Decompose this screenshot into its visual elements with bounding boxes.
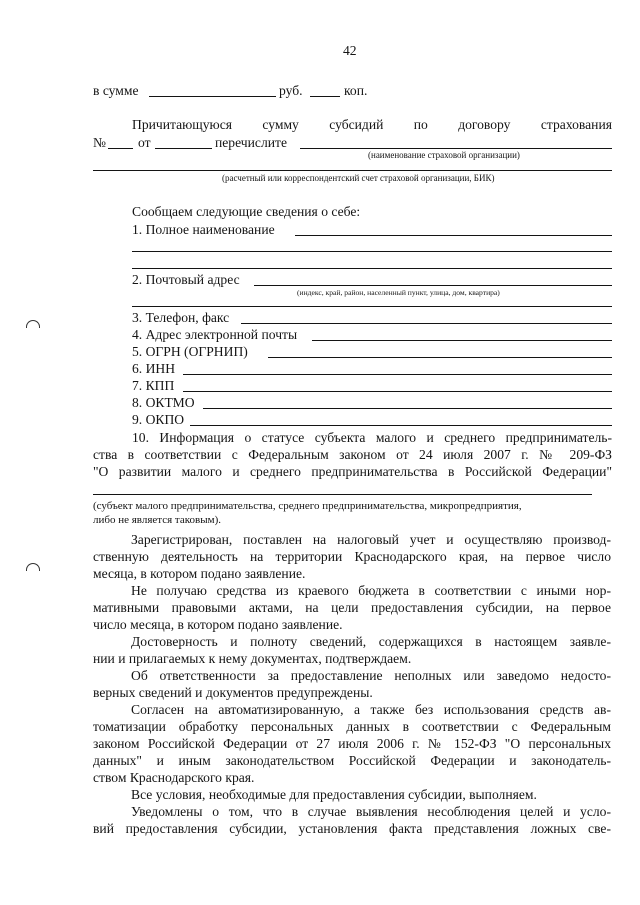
item10-line-1: 10. Информация о статусе субъекта малого и среднего предприниматель- (132, 430, 612, 445)
paragraph-line: мативными правовыми актами, на цели предоставления субсидии, на первое (93, 600, 611, 615)
kpp-label: 7. КПП (132, 378, 175, 393)
account-caption: (расчетный или корреспондентский счет страховой организации, БИК) (222, 173, 495, 183)
rub-label: руб. (279, 83, 303, 98)
postal-address-label: 2. Почтовый адрес (132, 272, 240, 287)
transfer-word: сумму (262, 117, 299, 132)
status-caption-1: (субъект малого предпринимательства, среднего предпринимательства, микропредприятия, (93, 500, 522, 512)
paragraph-no-funds (93, 582, 611, 633)
postal-address-field-2[interactable] (132, 306, 612, 307)
from-label: от (138, 135, 151, 150)
paragraph-line: Достоверность и полноту сведений, содержащихся в настоящем заявле- (131, 634, 611, 649)
phone-label: 3. Телефон, факс (132, 310, 230, 325)
insurer-name-field[interactable] (300, 148, 612, 149)
paragraph-line: Уведомлены о том, что в случае выявления несоблюдения целей и усло- (131, 804, 611, 819)
paragraph-consent (93, 701, 611, 786)
paragraph-line: Не получаю средства из краевого бюджета в соответствии с иными нор- (131, 583, 611, 598)
transfer-word: субсидий (329, 117, 384, 132)
amount-label: в сумме (93, 83, 139, 98)
paragraph-line: Согласен на автоматизированную, а также без использования средств ав- (131, 702, 611, 717)
okpo-field[interactable] (190, 425, 612, 426)
paragraph-registered (93, 531, 611, 582)
paragraph-line: ством Краснодарского края. (93, 770, 255, 785)
paragraph-line: Зарегистрирован, поставлен на налоговый учет и осуществляю производ- (131, 532, 611, 547)
paragraph-line: вий предоставления субсидии, установления факта представления ложных све- (93, 821, 611, 836)
full-name-field[interactable] (295, 235, 612, 236)
paragraph-notified (93, 803, 611, 837)
paragraph-line: верных сведений и документов предупреждены. (93, 685, 373, 700)
status-caption-2: либо не является таковым). (93, 514, 221, 526)
number-sign: № (93, 135, 106, 150)
transfer-word: Причитающуюся (132, 117, 233, 132)
paragraph-line: Об ответственности за предоставление неполных или заведомо недосто- (131, 668, 611, 683)
okpo-label: 9. ОКПО (132, 412, 185, 427)
contract-date-field[interactable] (155, 148, 212, 149)
inn-label: 6. ИНН (132, 361, 176, 376)
oktmo-field[interactable] (203, 408, 612, 409)
ogrn-field[interactable] (268, 357, 612, 358)
paragraph-responsibility (93, 667, 611, 701)
paragraph-line: томатизации обработку персональных данных в соответствии с Федеральным (93, 719, 611, 734)
contract-number-field[interactable] (108, 148, 133, 149)
intro-text: Сообщаем следующие сведения о себе: (132, 204, 361, 219)
inn-field[interactable] (183, 374, 612, 375)
oktmo-label: 8. ОКТМО (132, 395, 195, 410)
paragraph-line: нии и прилагаемых к нему документах, подтверждаем. (93, 651, 412, 666)
item10-line-2: ства в соответствии с Федеральным законом от 24 июля 2007 г. № 209-ФЗ (93, 447, 612, 462)
kop-label: коп. (344, 83, 368, 98)
postal-caption: (индекс, край, район, населенный пункт, улица, дом, квартира) (297, 288, 500, 297)
item10-line-3: "О развитии малого и среднего предпринимательства в Российской Федерации" (93, 464, 612, 479)
status-field[interactable] (93, 494, 592, 495)
paragraph-line: месяца, в котором подано заявление. (93, 566, 306, 581)
paragraph-line: данных" и иным законодательством Российской Федерации и законодатель- (93, 753, 611, 768)
paragraph-line: ственную деятельность на территории Краснодарского края, на первое число (93, 549, 611, 564)
email-label: 4. Адрес электронной почты (132, 327, 298, 342)
transfer-word: договору (458, 117, 511, 132)
paragraph-line: законом Российской Федерации от 27 июля 2006 г. № 152-ФЗ "О персональных (93, 736, 611, 751)
account-field[interactable] (93, 170, 612, 171)
insurer-caption: (наименование страховой организации) (368, 150, 520, 160)
binder-mark (26, 320, 40, 328)
paragraph-accuracy (93, 633, 611, 667)
page-number: 42 (343, 43, 357, 58)
postal-address-field[interactable] (254, 285, 612, 286)
full-name-label: 1. Полное наименование (132, 222, 275, 237)
paragraph-conditions (93, 786, 611, 803)
ogrn-label: 5. ОГРН (ОГРНИП) (132, 344, 248, 359)
email-field[interactable] (312, 340, 612, 341)
binder-mark (26, 563, 40, 571)
full-name-field-2[interactable] (132, 251, 612, 252)
kpp-field[interactable] (183, 391, 612, 392)
amount-kop-field[interactable] (310, 96, 340, 97)
paragraph-line: число месяца, в котором подано заявление. (93, 617, 343, 632)
transfer-word: по (413, 117, 428, 132)
transfer-line-1 (132, 116, 612, 133)
transfer-label: перечислите (215, 135, 287, 150)
paragraph-line: Все условия, необходимые для предоставления субсидии, выполняем. (131, 787, 537, 802)
transfer-word: страхования (540, 117, 612, 132)
full-name-field-3[interactable] (132, 268, 612, 269)
phone-field[interactable] (241, 323, 612, 324)
amount-rub-field[interactable] (149, 96, 276, 97)
